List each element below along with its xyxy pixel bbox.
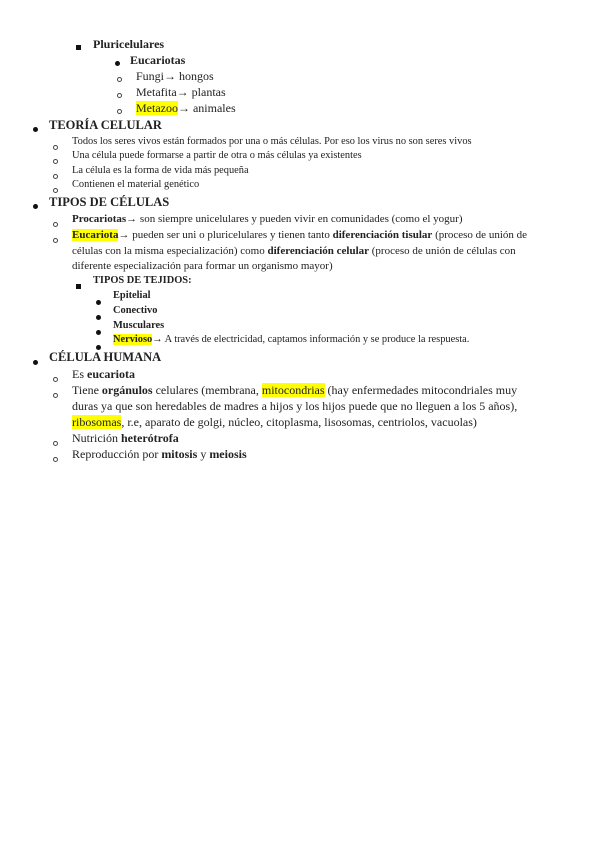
tejido-item: Musculares xyxy=(113,320,165,331)
teoria-item: Todos los seres vivos están formados por una o más células. Por eso los virus no son seres vivos xyxy=(72,136,472,147)
outline-metafita: Metafita→ plantas xyxy=(136,85,226,99)
outline-pluricelulares: Pluricelulares xyxy=(93,37,165,51)
square-bullet xyxy=(74,276,82,294)
outline-eucariotas: Eucariotas xyxy=(130,53,186,67)
outline-fungi: Fungi→ hongos xyxy=(136,69,214,83)
tejidos-heading: TIPOS DE TEJIDOS: xyxy=(93,275,192,286)
teoria-item: La célula es la forma de vida más pequeña xyxy=(72,165,249,176)
humana-tiene-line2: duras ya que son heredables de madres a hijos y los hijos puede que no lleguen a los 5 años), xyxy=(72,399,518,413)
tipos-eucariota-line3: diferente especialización para formar un organismo mayor) xyxy=(72,260,333,272)
section-heading-teoria: TEORÍA CELULAR xyxy=(49,118,162,132)
teoria-item: Una célula puede formarse a partir de otra o más células ya existentes xyxy=(72,150,362,161)
humana-reproduccion: Reproducción por mitosis y meiosis xyxy=(72,447,247,461)
tipos-eucariota-line2: células con la misma especialización) como diferenciación celular (proceso de unión de células con xyxy=(72,245,516,257)
tipos-procariotas: Procariotas→ son siempre unicelulares y pueden vivir en comunidades (como el yogur) xyxy=(72,213,463,225)
dot-bullet xyxy=(31,119,39,137)
circle-bullet xyxy=(51,449,59,467)
humana-es: Es eucariota xyxy=(72,367,135,381)
tejido-item-nervioso: Nervioso→ A través de electricidad, captamos información y se produce la respuesta. xyxy=(113,334,470,345)
dot-bullet xyxy=(31,352,39,370)
humana-nutricion: Nutrición heterótrofa xyxy=(72,431,179,445)
dot-bullet xyxy=(31,196,39,214)
tipos-eucariota-line1: Eucariota→ pueden ser uni o pluricelulares y tienen tanto diferenciación tisular (proceso de unión de xyxy=(72,229,528,241)
humana-tiene-line3: ribosomas, r.e, aparato de golgi, núcleo, citoplasma, lisosomas, centriolos, vacuolas) xyxy=(72,415,477,429)
tejido-item: Epitelial xyxy=(113,290,151,301)
circle-bullet xyxy=(51,385,59,403)
square-bullet xyxy=(74,37,82,55)
circle-bullet xyxy=(51,230,59,248)
section-heading-tipos: TIPOS DE CÉLULAS xyxy=(49,195,170,209)
teoria-item: Contienen el material genético xyxy=(72,179,200,190)
tejido-item: Conectivo xyxy=(113,305,158,316)
humana-tiene-line1: Tiene orgánulos celulares (membrana, mitocondrias (hay enfermedades mitocondriales muy xyxy=(72,383,518,397)
outline-metazoo: Metazoo→ animales xyxy=(136,101,236,115)
circle-bullet xyxy=(115,101,123,119)
section-heading-humana: CÉLULA HUMANA xyxy=(49,350,162,364)
